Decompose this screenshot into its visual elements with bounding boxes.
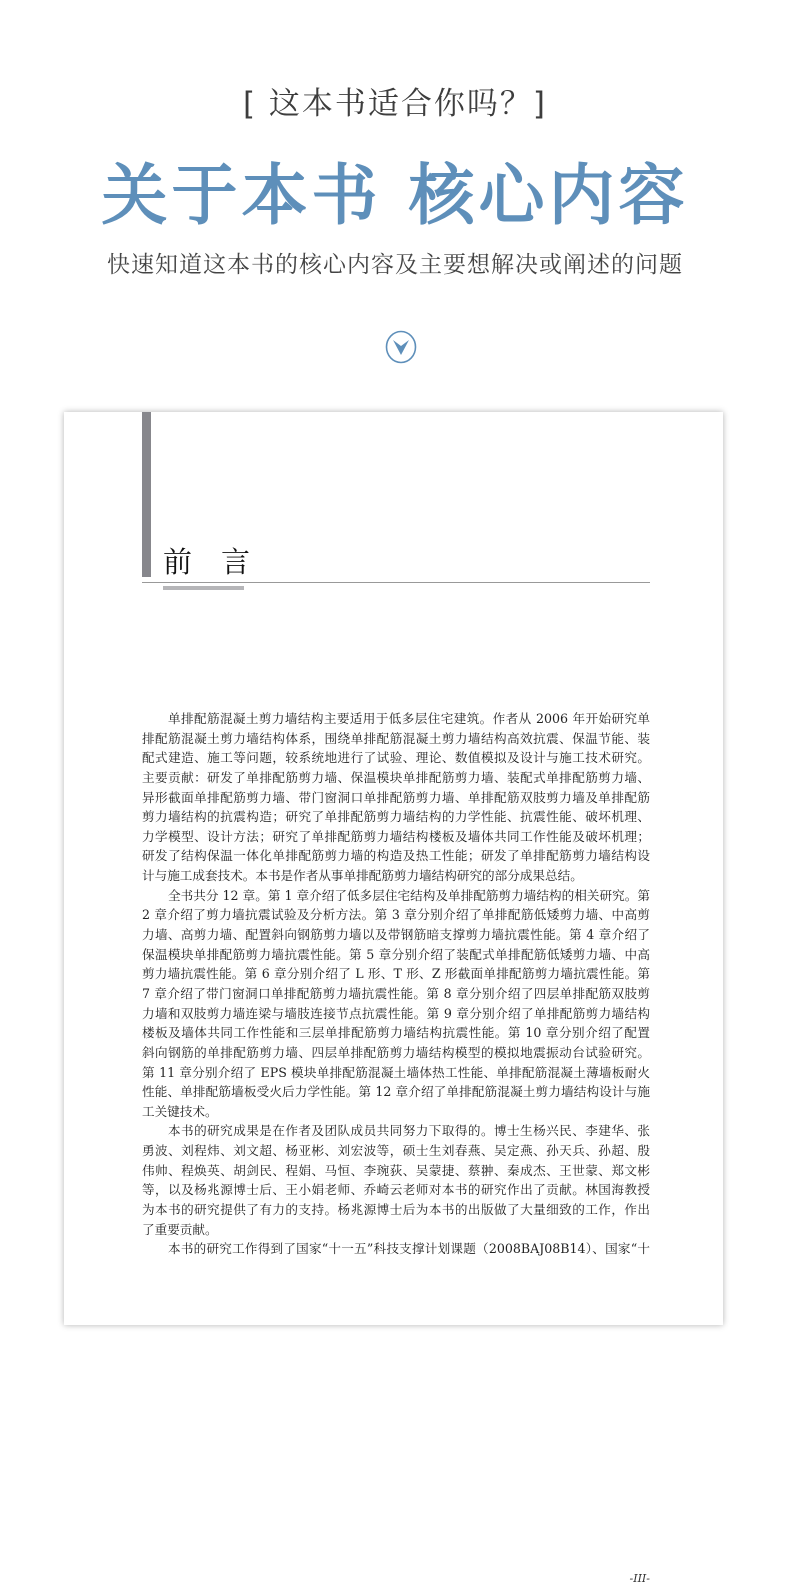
preface-body <box>142 709 650 1259</box>
text-line: 力学模型、设计方法；研究了单排配筋剪力墙结构楼板及墙体共同工作性能及破坏机理； <box>142 828 650 844</box>
heading-divider <box>142 582 650 583</box>
text-line: 伟帅、程焕英、胡剑民、程娟、马恒、李琬荻、吴蒙捷、蔡翀、秦成杰、王世蒙、郑文彬 <box>142 1162 650 1178</box>
text-line: 异形截面单排配筋剪力墙、带门窗洞口单排配筋剪力墙、单排配筋双肢剪力墙及单排配筋 <box>142 789 650 805</box>
chapter-accent-bar <box>142 412 151 577</box>
page-heading: 前 言 <box>163 545 251 579</box>
text-line: 性能、单排配筋墙板受火后力学性能。第 12 章介绍了单排配筋混凝土剪力墙结构设计与施 <box>142 1084 650 1100</box>
text-line: 7 章介绍了带门窗洞口单排配筋剪力墙抗震性能。第 8 章分别介绍了四层单排配筋双肢剪 <box>142 985 650 1001</box>
text-line: 工关键技术。 <box>142 1103 218 1119</box>
text-line: 主要贡献：研发了单排配筋剪力墙、保温模块单排配筋剪力墙、装配式单排配筋剪力墙、 <box>142 769 650 785</box>
text-line: 保温模块单排配筋剪力墙抗震性能。第 5 章分别介绍了装配式单排配筋低矮剪力墙、中高 <box>142 946 650 962</box>
text-line: 计与施工成套技术。本书是作者从事单排配筋剪力墙结构研究的部分成果总结。 <box>142 868 583 884</box>
text-line: 本书的研究成果是在作者及团队成员共同努力下取得的。博士生杨兴民、李建华、张 <box>168 1123 650 1139</box>
text-line: 力墙、高剪力墙、配置斜向钢筋剪力墙以及带钢筋暗支撑剪力墙抗震性能。第 4 章介绍了 <box>142 927 650 943</box>
text-line: 剪力墙结构的抗震构造；研究了单排配筋剪力墙结构的力学性能、抗震性能、破坏机理、 <box>142 809 650 825</box>
section-subtitle: 快速知道这本书的核心内容及主要想解决或阐述的问题 <box>107 252 683 278</box>
text-line: 为本书的研究提供了有力的支持。杨兆源博士后为本书的出版做了大量细致的工作，作出 <box>142 1202 650 1218</box>
section-title: 关于本书 核心内容 <box>101 156 689 234</box>
text-line: 斜向钢筋的单排配筋剪力墙、四层单排配筋剪力墙结构模型的模拟地震振动台试验研究。 <box>142 1044 650 1060</box>
text-line: 力墙和双肢剪力墙连梁与墙肢连接节点抗震性能。第 9 章分别介绍了单排配筋剪力墙结构 <box>142 1005 650 1021</box>
text-line: 楼板及墙体共同工作性能和三层单排配筋剪力墙结构抗震性能。第 10 章分别介绍了配置 <box>142 1025 650 1041</box>
text-line: 了重要贡献。 <box>142 1221 218 1237</box>
text-line: 勇波、刘程炜、刘文超、杨亚彬、刘宏波等，硕士生刘春燕、吴定燕、孙天兵、孙超、殷 <box>142 1143 650 1159</box>
text-line: 研发了结构保温一体化单排配筋剪力墙的构造及热工性能；研发了单排配筋剪力墙结构设 <box>142 848 650 864</box>
text-line: 全书共分 12 章。第 1 章介绍了低多层住宅结构及单排配筋剪力墙结构的相关研究。第 <box>168 887 650 903</box>
book-page <box>64 412 723 1585</box>
chevron-down-circle-icon <box>385 330 417 364</box>
text-line: 排配筋混凝土剪力墙结构体系，围绕单排配筋混凝土剪力墙结构高效抗震、保温节能、装 <box>142 730 650 746</box>
section-question: [ 这本书适合你吗？] <box>242 86 548 122</box>
text-line: 单排配筋混凝土剪力墙结构主要适用于低多层住宅建筑。作者从 2006 年开始研究单 <box>168 711 650 726</box>
text-line: 2 章介绍了剪力墙抗震试验及分析方法。第 3 章分别介绍了单排配筋低矮剪力墙、中高剪 <box>142 907 650 923</box>
text-line: 第 11 章分别介绍了 EPS 模块单排配筋混凝土墙体热工性能、单排配筋混凝土薄墙板耐火 <box>142 1064 650 1080</box>
page-number: -III- <box>629 1572 650 1585</box>
text-line: 剪力墙抗震性能。第 6 章分别介绍了 L 形、T 形、Z 形截面单排配筋剪力墙抗震性能。第 <box>142 966 650 982</box>
text-line: 等，以及杨兆源博士后、王小娟老师、乔崎云老师对本书的研究作出了贡献。林国海教授 <box>142 1182 650 1198</box>
text-line: 配式建造、施工等问题，较系统地进行了试验、理论、数值模拟及设计与施工技术研究。 <box>142 750 650 766</box>
text-line: 本书的研究工作得到了国家“十一五”科技支撑计划课题（2008BAJ08B14）、国家“十 <box>168 1241 650 1257</box>
heading-underline <box>163 586 244 590</box>
